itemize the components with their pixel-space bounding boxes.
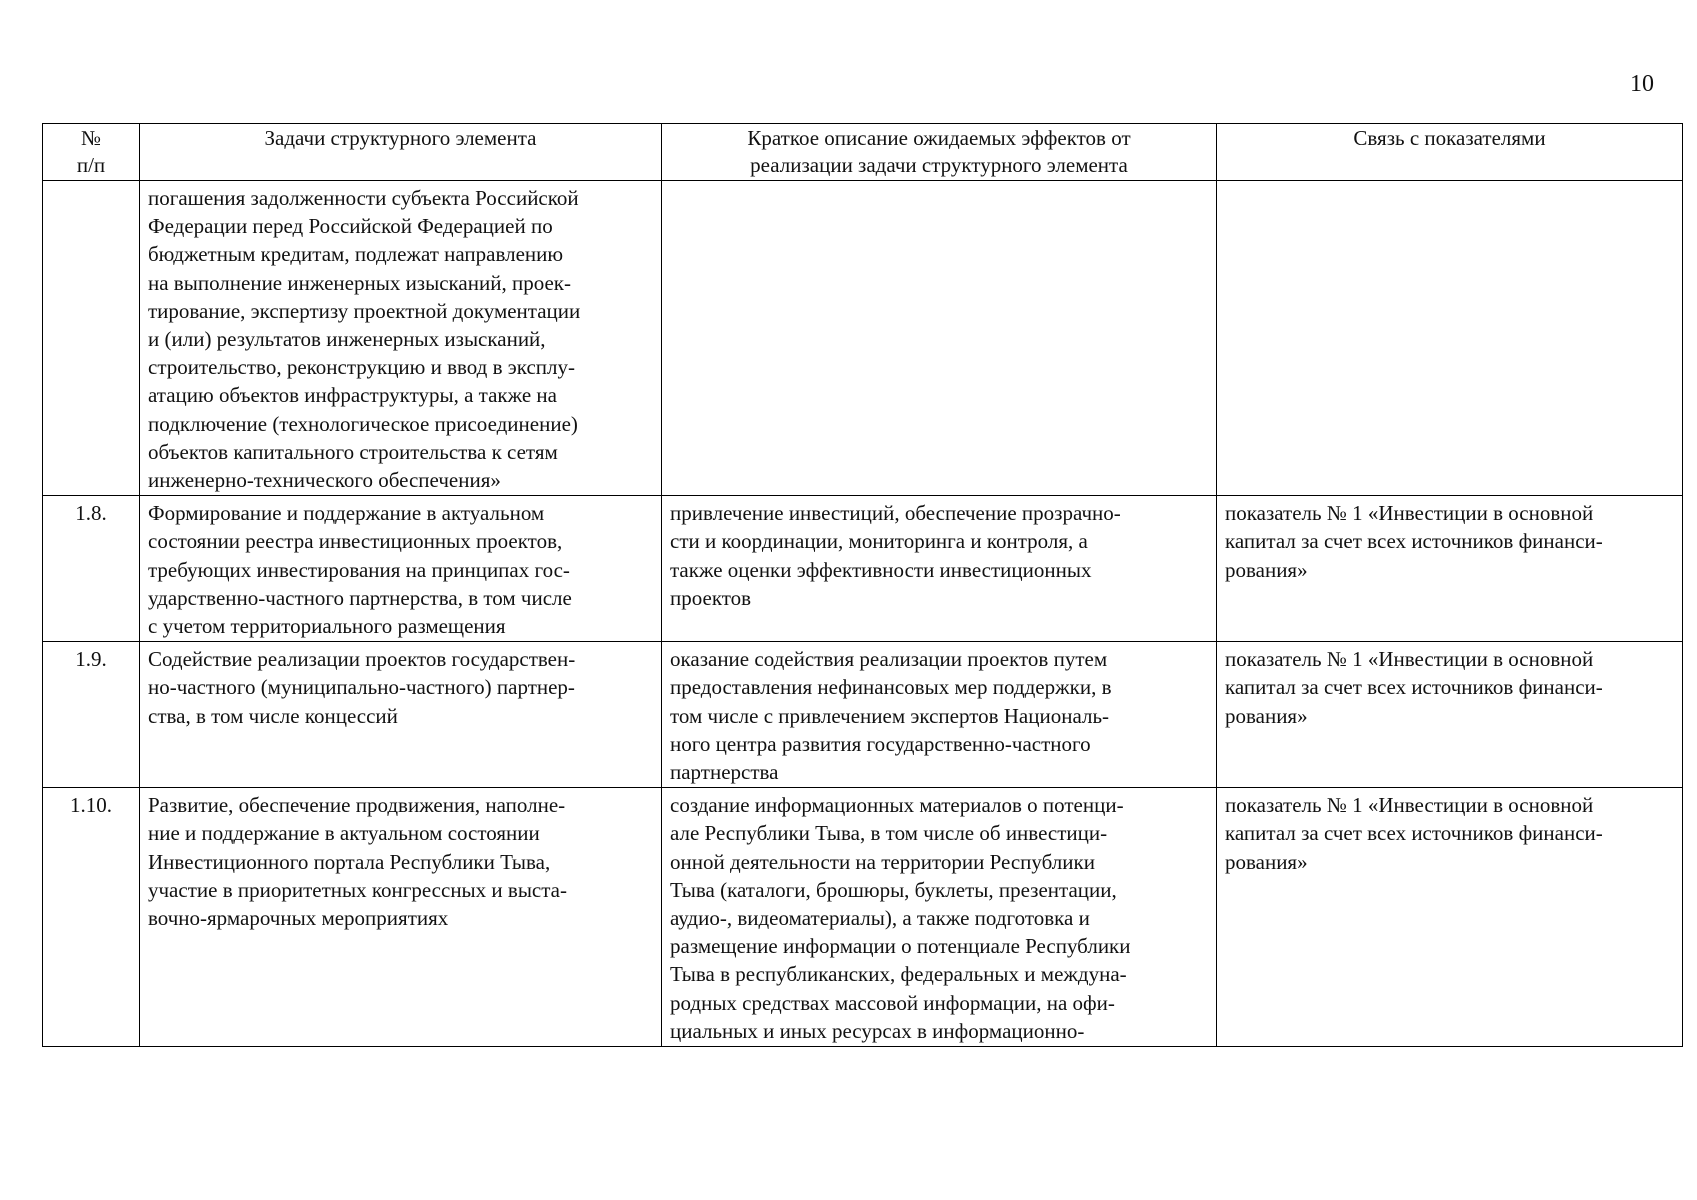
- header-tasks: Задачи структурного элемента: [140, 124, 662, 181]
- indicator-link-cell: показатель № 1 «Инвестиции в основной капитал за счет всех источников финанси- рования»: [1217, 496, 1683, 642]
- page-number: 10: [1630, 71, 1654, 97]
- table-row: [43, 788, 1683, 1047]
- effect-cell: создание информационных материалов о потенци- але Республики Тыва, в том числе об инвестици- онной деятельности на территории Республики Тыва (каталоги, брошюры, буклеты, презентации, аудио-, видеоматериалы), а также подготовка и размещение информации о потенциале Республики Тыва в республиканских, федеральных и междуна- родных средствах массовой информации, на офи- циальных и иных ресурсах в информационно-: [662, 788, 1217, 1047]
- indicator-link-cell: показатель № 1 «Инвестиции в основной капитал за счет всех источников финанси- рования»: [1217, 788, 1683, 1047]
- row-number: 1.9.: [43, 642, 140, 788]
- row-number: 1.10.: [43, 788, 140, 1047]
- effect-cell: [662, 181, 1217, 496]
- task-cell: погашения задолженности субъекта Российской Федерации перед Российской Федерацией по бюджетным кредитам, подлежат направлению на выполнение инженерных изысканий, проек- тирование, экспертизу проектной документации и (или) результатов инженерных изысканий, строительство, реконструкцию и ввод в эксплу- атацию объектов инфраструктуры, а также на подключение (технологическое присоединение) объектов капитального строительства к сетям инженерно-технического обеспечения»: [140, 181, 662, 496]
- table-row: [43, 496, 1683, 642]
- header-links: Связь с показателями: [1217, 124, 1683, 181]
- indicator-link-cell: показатель № 1 «Инвестиции в основной капитал за счет всех источников финанси- рования»: [1217, 642, 1683, 788]
- structural-element-tasks-table: [42, 123, 1683, 1047]
- indicator-link-cell: [1217, 181, 1683, 496]
- task-cell: Содействие реализации проектов государствен- но-частного (муниципально-частного) партнер- ства, в том числе концессий: [140, 642, 662, 788]
- effect-cell: привлечение инвестиций, обеспечение прозрачно- сти и координации, мониторинга и контроля, а также оценки эффективности инвестиционных проектов: [662, 496, 1217, 642]
- header-effects: Краткое описание ожидаемых эффектов от реализации задачи структурного элемента: [662, 124, 1217, 181]
- table-header-row: [43, 124, 1683, 181]
- effect-cell: оказание содействия реализации проектов путем предоставления нефинансовых мер поддержки, в том числе с привлечением экспертов Националь- ного центра развития государственно-частного партнерства: [662, 642, 1217, 788]
- task-cell: Развитие, обеспечение продвижения, наполне- ние и поддержание в актуальном состоянии Инвестиционного портала Республики Тыва, участие в приоритетных конгрессных и выста- вочно-ярмарочных мероприятиях: [140, 788, 662, 1047]
- row-number: 1.8.: [43, 496, 140, 642]
- table-row: [43, 642, 1683, 788]
- table-row: [43, 181, 1683, 496]
- row-number: [43, 181, 140, 496]
- task-cell: Формирование и поддержание в актуальном состоянии реестра инвестиционных проектов, требующих инвестирования на принципах гос- ударственно-частного партнерства, в том числе с учетом территориального размещения: [140, 496, 662, 642]
- header-number: № п/п: [43, 124, 140, 181]
